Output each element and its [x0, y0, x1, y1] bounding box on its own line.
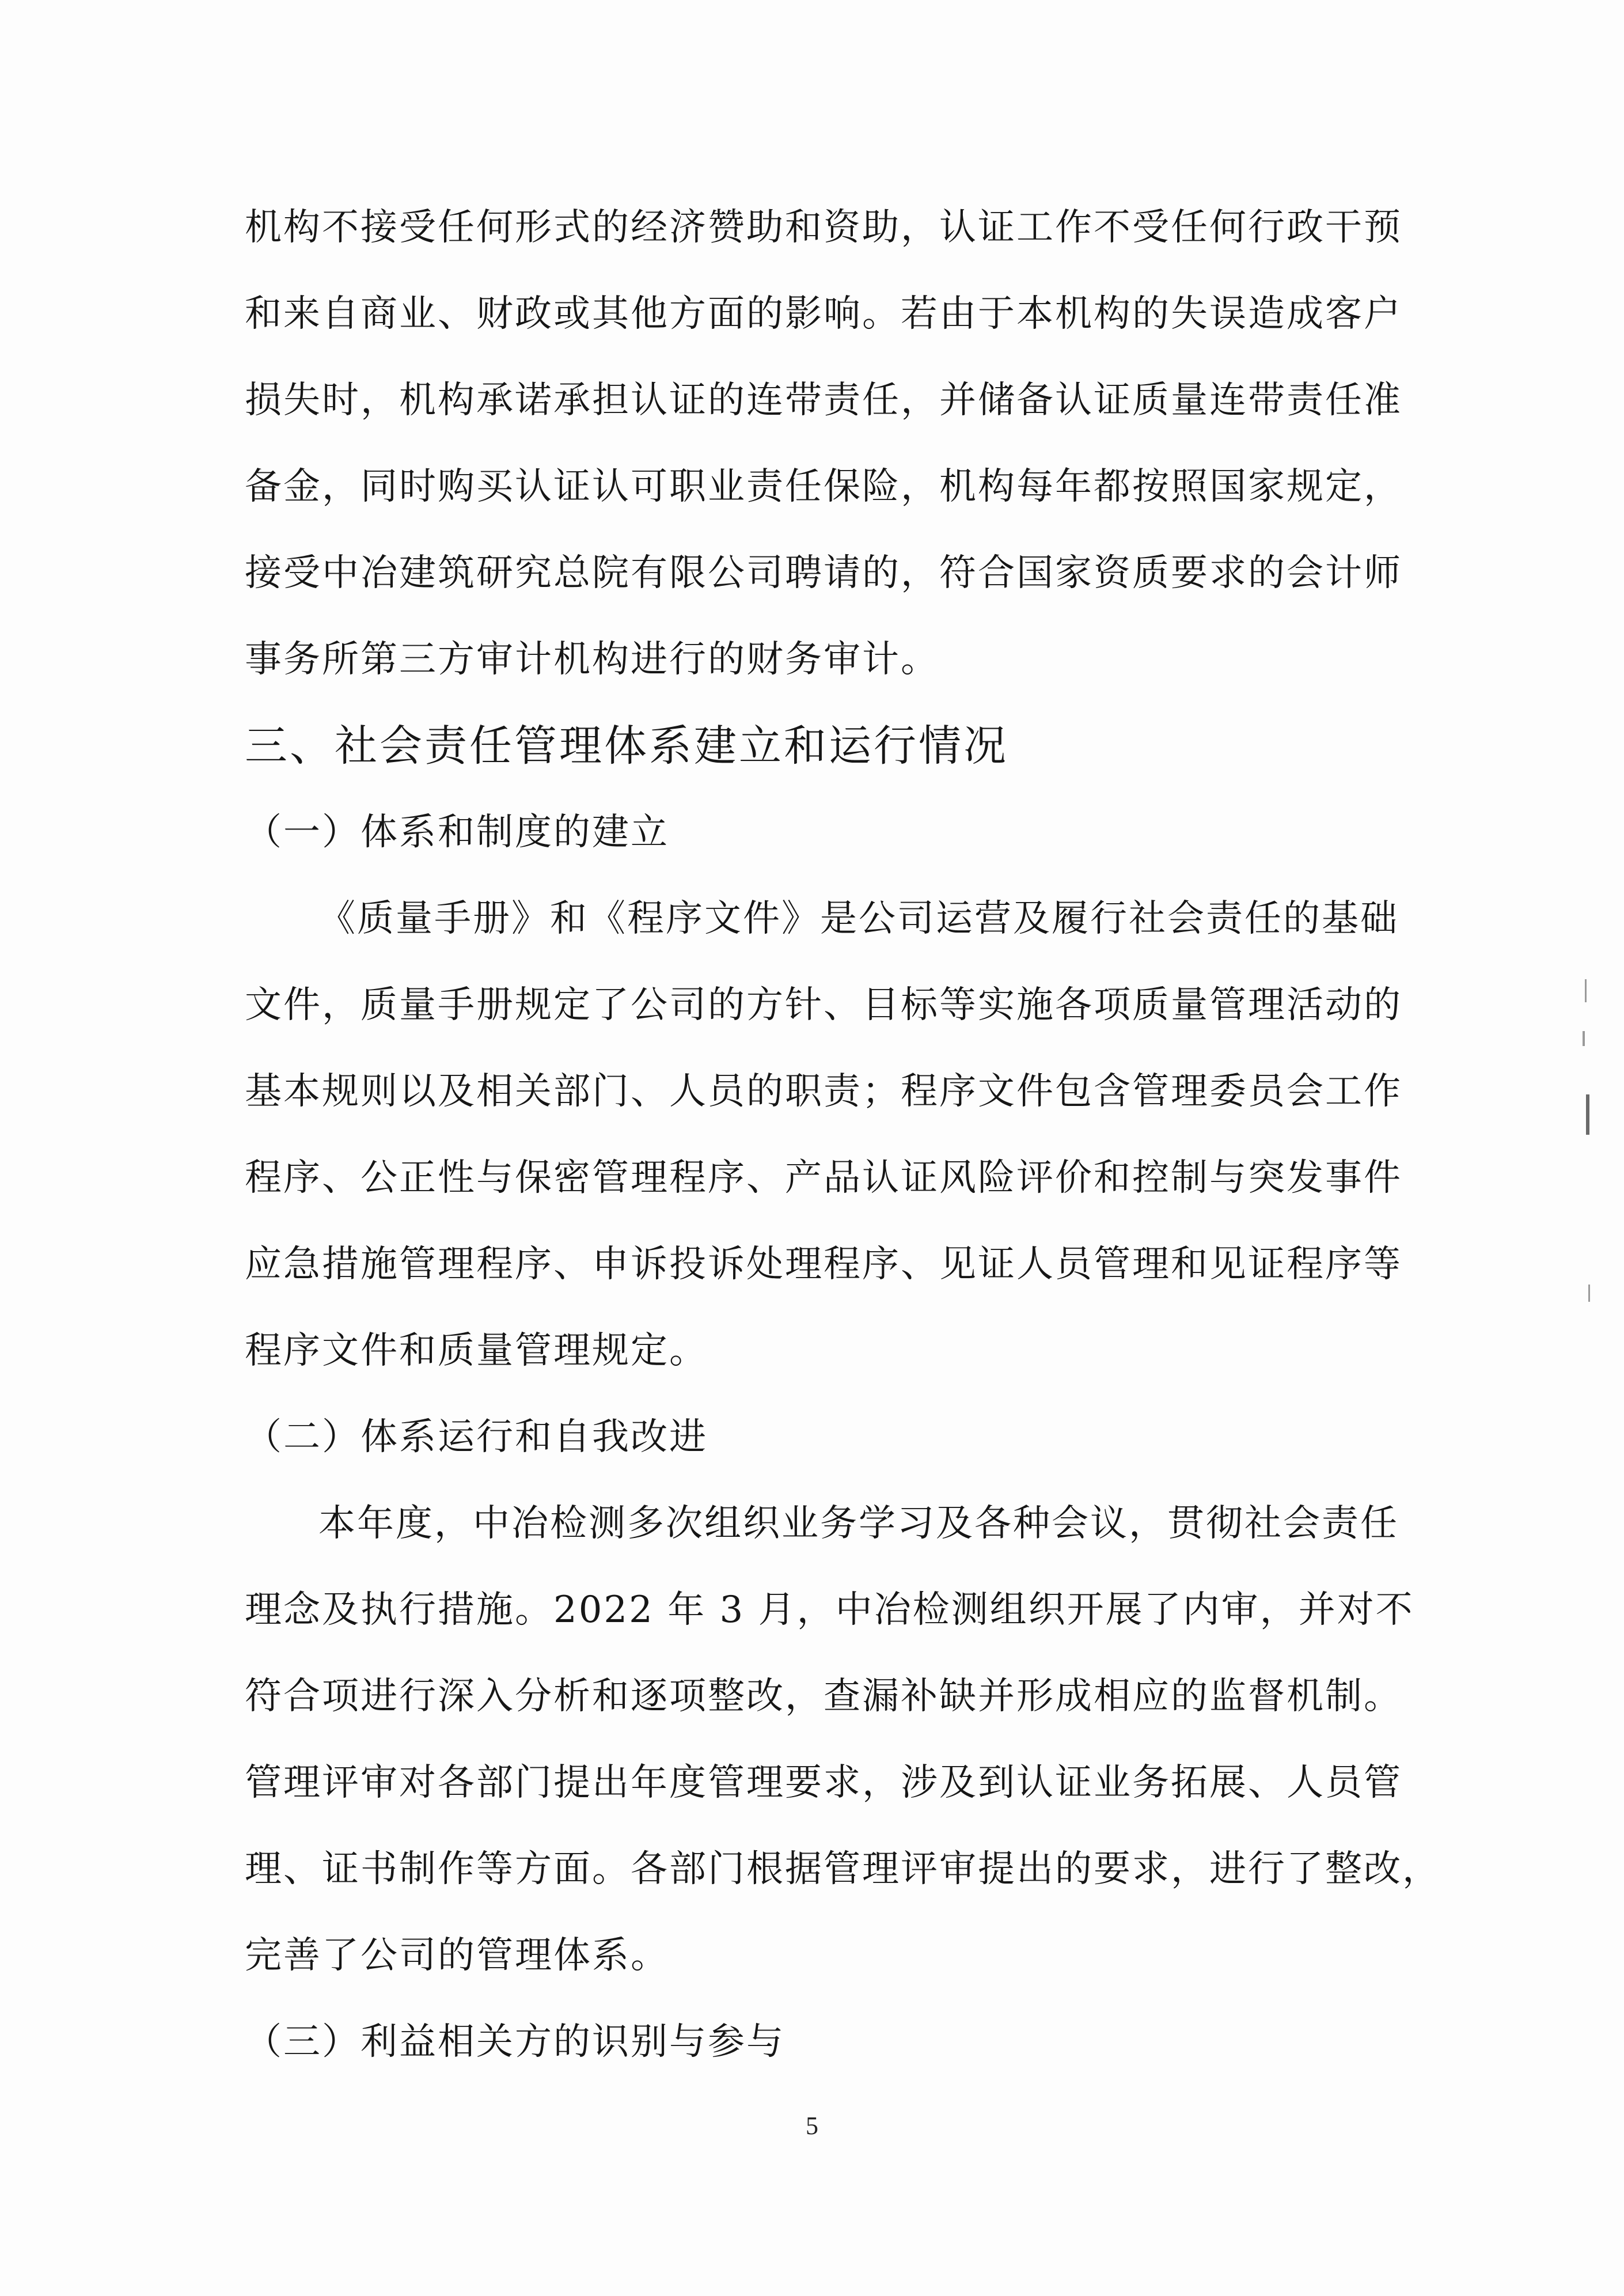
scan-artifact	[1586, 1094, 1589, 1135]
paragraph-line: 程序文件和质量管理规定。	[245, 1329, 708, 1372]
paragraph-line: 理、证书制作等方面。各部门根据管理评审提出的要求，进行了整改，	[245, 1848, 1441, 1890]
paragraph-line: 本年度，中冶检测多次组织业务学习及各种会议，贯彻社会责任	[318, 1502, 1399, 1545]
scan-artifact	[1583, 1031, 1585, 1046]
paragraph-line: 接受中冶建筑研究总院有限公司聘请的，符合国家资质要求的会计师	[245, 552, 1402, 594]
page-number: 5	[806, 2112, 818, 2140]
paragraph-line: 理念及执行措施。2022 年 3 月，中冶检测组织开展了内审，并对不	[245, 1589, 1414, 1631]
scan-artifact	[1588, 1285, 1590, 1302]
paragraph-line: 备金，同时购买认证认可职业责任保险，机构每年都按照国家规定，	[245, 465, 1402, 508]
paragraph-line: 《质量手册》和《程序文件》是公司运营及履行社会责任的基础	[318, 897, 1399, 940]
subsection-heading: （二）体系运行和自我改进	[245, 1416, 708, 1458]
paragraph-line: 应急措施管理程序、申诉投诉处理程序、见证人员管理和见证程序等	[245, 1243, 1402, 1286]
paragraph-line: 管理评审对各部门提出年度管理要求，涉及到认证业务拓展、人员管	[245, 1761, 1402, 1804]
paragraph-line: 事务所第三方审计机构进行的财务审计。	[245, 638, 939, 681]
paragraph-line: 基本规则以及相关部门、人员的职责；程序文件包含管理委员会工作	[245, 1070, 1402, 1113]
paragraph-line: 完善了公司的管理体系。	[245, 1934, 669, 1977]
paragraph-line: 程序、公正性与保密管理程序、产品认证风险评价和控制与突发事件	[245, 1157, 1402, 1199]
paragraph-line: 机构不接受任何形式的经济赞助和资助，认证工作不受任何行政干预	[245, 206, 1402, 249]
paragraph-line: 和来自商业、财政或其他方面的影响。若由于本机构的失误造成客户	[245, 293, 1402, 335]
section-heading: 三、社会责任管理体系建立和运行情况	[245, 721, 1008, 771]
paragraph-line: 符合项进行深入分析和逐项整改，查漏补缺并形成相应的监督机制。	[245, 1675, 1402, 1718]
document-body	[245, 184, 1441, 2085]
subsection-heading: （一）体系和制度的建立	[245, 811, 669, 854]
scan-artifact	[1585, 979, 1587, 1002]
paragraph-line: 损失时，机构承诺承担认证的连带责任，并储备认证质量连带责任准	[245, 379, 1402, 422]
subsection-heading: （三）利益相关方的识别与参与	[245, 2021, 785, 2063]
paragraph-line: 文件，质量手册规定了公司的方针、目标等实施各项质量管理活动的	[245, 984, 1402, 1026]
